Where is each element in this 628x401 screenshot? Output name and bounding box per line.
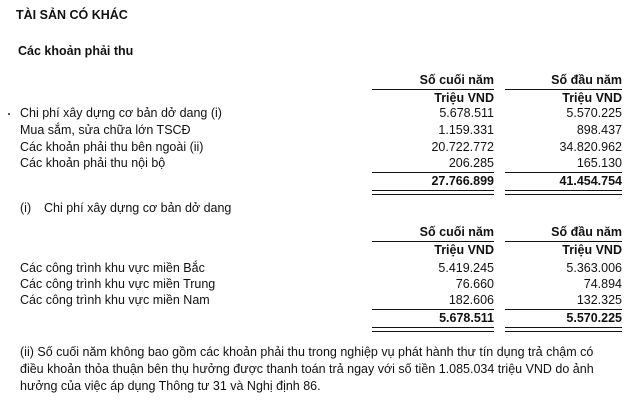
t2-header-begin: Số đầu năm [551,225,622,239]
section-subtitle: Các khoản phải thu [18,44,134,58]
section-i-marker: (i) [20,201,32,215]
margin-mark [8,113,10,115]
t1-unit-begin: Triệu VND [562,91,622,105]
t2-total-begin: 5.570.225 [566,311,622,325]
t1-row-begin: 165.130 [576,156,622,170]
t1-row-begin: 34.820.962 [559,140,622,154]
t2-total-double-rule-begin [505,327,622,332]
t2-header-end: Số cuối năm [419,225,494,239]
t2-total-rule-begin [505,309,622,310]
t1-header-rule-end [372,89,494,90]
t2-row-end: 182.606 [448,293,494,307]
t2-row-end: 5.419.245 [438,261,494,275]
t2-row-label: Các công trình khu vực miền Bắc [20,261,205,275]
t2-row-begin: 74.894 [583,277,622,291]
t1-row-begin: 5.570.225 [566,106,622,120]
note-ii-paragraph: (ii) Số cuối năm không bao gồm các khoản phải thu trong nghiệp vụ phát hành thư tín dụng trả chậm có điều khoản thỏa thuận bên thụ hưởng được thanh toán trả ngay với số tiền 1.085.034 triệu VND do ảnh hưởng của việc áp dụng Thông tư 31 và Nghị định 86. [20,345,594,393]
t1-total-end: 27.766.899 [431,174,494,188]
t1-row-label: Các khoản phải thu bên ngoài (ii) [20,140,204,154]
t1-total-rule-end [372,172,494,173]
t2-unit-end: Triệu VND [434,243,494,257]
t1-row-label: Chi phí xây dựng cơ bản dở dang (i) [20,106,222,120]
t1-unit-end: Triệu VND [434,91,494,105]
section-i-title: Chi phí xây dựng cơ bản dở dang [44,201,232,215]
t1-row-end: 206.285 [448,156,494,170]
page-title: TÀI SẢN CÓ KHÁC [16,8,128,22]
t1-header-begin: Số đầu năm [551,73,622,87]
t2-header-rule-end [372,241,494,242]
t2-unit-begin: Triệu VND [562,243,622,257]
t2-header-rule-begin [505,241,622,242]
t1-row-end: 20.722.772 [431,140,494,154]
t1-header-rule-begin [505,89,622,90]
t1-total-begin: 41.454.754 [559,174,622,188]
t2-row-begin: 132.325 [576,293,622,307]
t2-row-label: Các công trình khu vực miền Trung [20,277,216,291]
t1-total-double-rule-begin [505,190,622,195]
t2-total-rule-end [372,309,494,310]
t2-row-label: Các công trình khu vực miền Nam [20,293,210,307]
t1-row-end: 5.678.511 [439,106,494,120]
t1-row-begin: 898.437 [576,123,622,137]
t1-row-label: Các khoản phải thu nội bộ [20,156,166,170]
t2-row-end: 76.660 [455,277,494,291]
t1-row-label: Mua sắm, sửa chữa lớn TSCĐ [20,123,191,137]
t2-row-begin: 5.363.006 [566,261,622,275]
t1-header-end: Số cuối năm [419,73,494,87]
t2-total-end: 5.678.511 [439,311,494,325]
t1-total-rule-begin [505,172,622,173]
t1-row-end: 1.159.331 [438,123,494,137]
t1-total-double-rule-end [372,190,494,195]
t2-total-double-rule-end [372,327,494,332]
